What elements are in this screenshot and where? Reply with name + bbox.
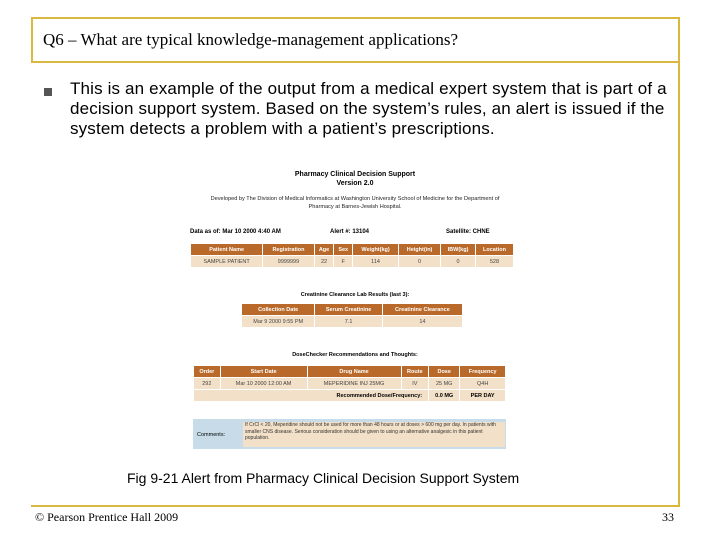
figure-developer-note: Developed by The Division of Medical Informatics at Washington University School of Medicine for the Department of Pharmacy at Barnes-Jewish Hospital. xyxy=(210,196,500,210)
table-row xyxy=(191,256,514,268)
recommended-frequency: PER DAY xyxy=(460,390,506,402)
creatinine-table-header xyxy=(242,304,463,316)
table-cell: Mar 10 2000 12:00 AM xyxy=(220,378,307,390)
alert-number: Alert #: 13104 xyxy=(330,229,370,235)
patient-table xyxy=(190,243,514,268)
recommended-dose: 0.0 MG xyxy=(429,390,460,402)
table-cell: 0 xyxy=(441,256,476,268)
comments-label: Comments: xyxy=(197,432,226,438)
table-cell: SAMPLE PATIENT xyxy=(191,256,263,268)
comments-box xyxy=(193,419,506,449)
figure-caption: Fig 9-21 Alert from Pharmacy Clinical Decision Support System xyxy=(127,470,520,486)
table-row xyxy=(242,316,463,328)
table-cell: 0 xyxy=(399,256,441,268)
table-header-cell: Order xyxy=(194,366,221,378)
copyright-footer: © Pearson Prentice Hall 2009 xyxy=(35,510,179,524)
recommended-label: Recommended Dose/Frequency: xyxy=(194,390,429,402)
table-header-cell: Route xyxy=(401,366,429,378)
table-header-cell: Height(in) xyxy=(399,244,441,256)
dose-section-title: DoseChecker Recommendations and Thoughts: xyxy=(292,352,418,358)
slide-frame-top xyxy=(31,17,680,19)
table-header-cell: Creatinine Clearance xyxy=(382,304,462,316)
table-cell: 292 xyxy=(194,378,221,390)
title-rule xyxy=(31,61,680,63)
table-cell: 528 xyxy=(475,256,513,268)
satellite: Satellite: CHNE xyxy=(446,229,490,235)
data-as-of: Data as of: Mar 10 2000 4:40 AM xyxy=(190,229,281,235)
table-cell: MEPERIDINE INJ 25MG xyxy=(307,378,401,390)
table-header-cell: Start Date xyxy=(220,366,307,378)
table-header-cell: Patient Name xyxy=(191,244,263,256)
table-cell: 25 MG xyxy=(429,378,460,390)
table-header-cell: Location xyxy=(475,244,513,256)
table-cell: IV xyxy=(401,378,429,390)
table-cell: 7.1 xyxy=(315,316,382,328)
table-header-cell: Drug Name xyxy=(307,366,401,378)
slide-title: Q6 – What are typical knowledge-management applications? xyxy=(43,30,459,49)
table-header-cell: Collection Date xyxy=(242,304,315,316)
table-cell: 9999999 xyxy=(263,256,314,268)
table-header-cell: Weight(kg) xyxy=(353,244,399,256)
table-header-cell: Frequency xyxy=(460,366,506,378)
figure-title: Pharmacy Clinical Decision Support xyxy=(294,171,416,178)
table-header-cell: Registration xyxy=(263,244,314,256)
table-header-cell: IBW(kg) xyxy=(441,244,476,256)
table-cell: 114 xyxy=(353,256,399,268)
slide-frame-left xyxy=(31,17,33,63)
dose-table xyxy=(193,365,506,402)
table-header-cell: Age xyxy=(314,244,334,256)
table-cell: 22 xyxy=(314,256,334,268)
creatinine-table xyxy=(241,303,463,328)
table-cell: Mar 9 2000 9:55 PM xyxy=(242,316,315,328)
page-number: 33 xyxy=(662,510,674,524)
alert-figure xyxy=(188,168,522,460)
figure-heading xyxy=(188,170,522,188)
creatinine-section-title: Creatinine Clearance Lab Results (last 3): xyxy=(300,292,410,298)
recommended-row xyxy=(194,390,506,402)
table-header-cell: Dose xyxy=(429,366,460,378)
table-cell: F xyxy=(334,256,353,268)
bullet-text: This is an example of the output from a medical expert system that is part of a decision support system. Based on the system’s rules, an alert is issued if the system detects a problem with a patient’s prescriptions. xyxy=(70,79,667,138)
figure-version: Version 2.0 xyxy=(336,180,374,187)
table-cell: Q4H xyxy=(460,378,506,390)
bullet-icon xyxy=(44,88,52,96)
table-header-cell: Serum Creatinine xyxy=(315,304,382,316)
dose-table-header xyxy=(194,366,506,378)
table-header-cell: Sex xyxy=(334,244,353,256)
table-cell: 14 xyxy=(382,316,462,328)
patient-table-header xyxy=(191,244,514,256)
comments-text: If CrCl < 20, Meperidine should not be used for more than 48 hours or at doses > 600 mg per day. In patients with smaller CNS disease. Serious consideration should be given to using an alternative analgesic in this patient population. xyxy=(243,422,505,447)
table-row xyxy=(194,378,506,390)
footer-rule xyxy=(31,505,680,507)
